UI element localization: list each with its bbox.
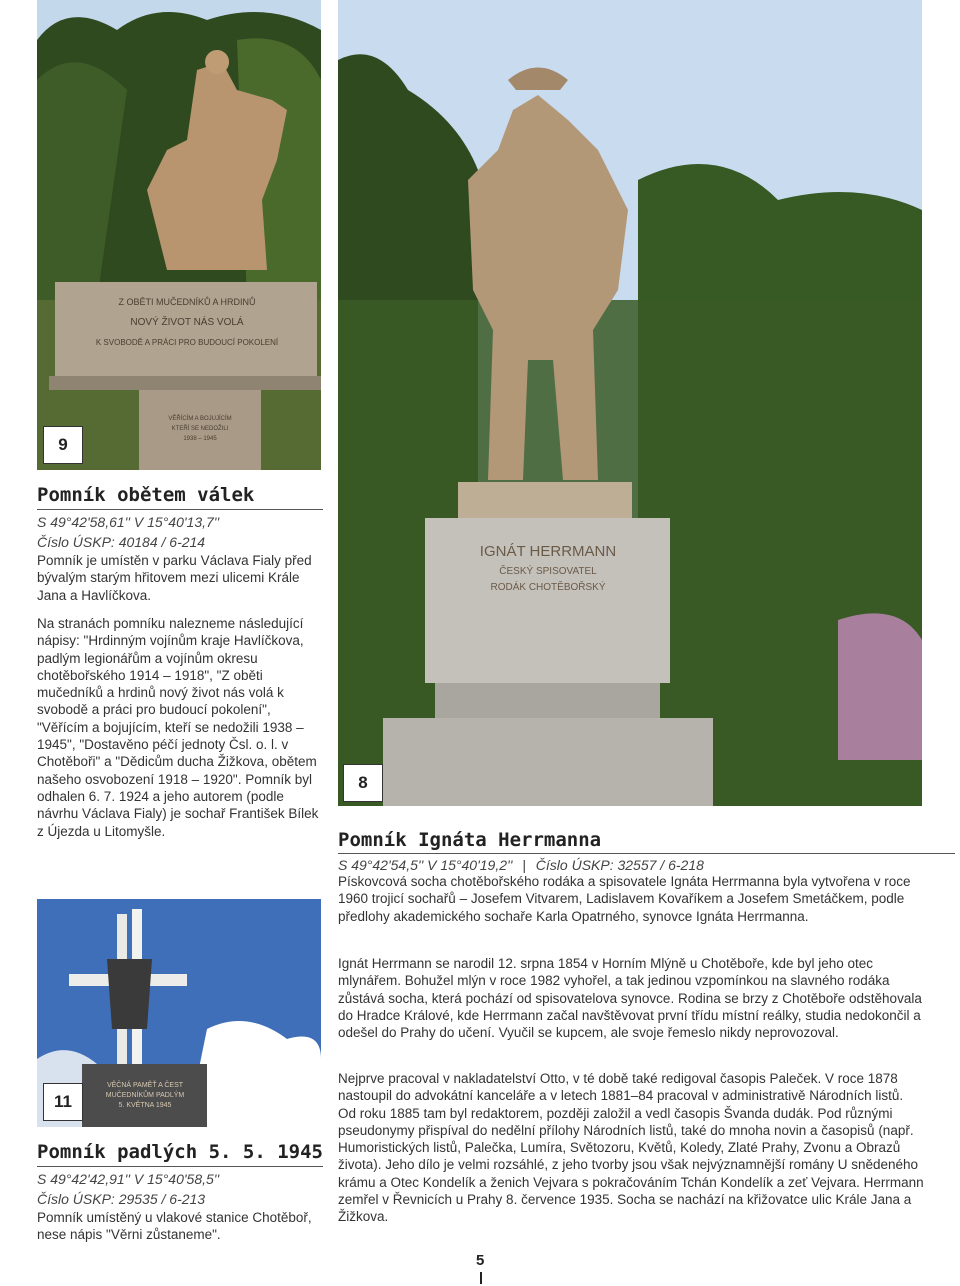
monument-9-title-rule — [37, 509, 323, 510]
photo-11-inscription-line-3: 5. KVĚTNA 1945 — [118, 1102, 172, 1109]
monument-8-coordinates-row — [338, 856, 704, 874]
monument-8-paragraph-1: Pískovcová socha chotěbořského rodáka a spisovatele Ignáta Herrmanna byla vytvořena v roce 1960 trojicí sochařů – Josefem Vitvarem, Ladislavem Kovaříkem a Josefem Smetáčkem, podle předlohy akademického sochaře Karla Opatrného, synovce Ignáta Herrmanna. — [338, 874, 911, 924]
photo-8-inscription-line-3: RODÁK CHOTĚBOŘSKÝ — [490, 582, 606, 593]
photo-9-inscription-line-3: K SVOBODĚ A PRÁCI PRO BUDOUCÍ POKOLENÍ — [95, 338, 279, 347]
monument-8-title: Pomník Ignáta Herrmanna — [338, 829, 602, 851]
monument-8-separator: | — [522, 857, 526, 873]
page-number: 5 — [476, 1252, 485, 1269]
photo-monument-8 — [338, 0, 922, 806]
monument-9-intro: Pomník je umístěn v parku Václava Fialy před bývalým starým hřitovem mezi ulicemi Krále Jana a Havlíčkova. — [37, 553, 312, 603]
badge-8: 8 — [343, 764, 383, 802]
monument-8-paragraph-2: Ignát Herrmann se narodil 12. srpna 1854 v Horním Mlýně u Chotěboře, kde byl jeho otec mlynářem. Bohužel mlýn v roce 1982 vyhořel, a tak jedinou vzpomínkou na slavného rodáka zůstává socha, která pochází od spisovatelova synovce. Rodina se brzy z Chotěboře odstěhovala do Hradce Králové, kde Herrmann začal navštěvovat první třídu místní reálky, studia nedokončil a odešel do Prahy do učení. Vyučil se kupcem, ale svoje řemeslo nikdy neprovozoval. — [338, 956, 922, 1041]
photo-9-inscription-line-1: Z OBĚTI MUČEDNÍKŮ A HRDINŮ — [118, 297, 256, 307]
photo-9-inscription-line-2: NOVÝ ŽIVOT NÁS VOLÁ — [130, 317, 244, 328]
photo-9-lower-inscription-1: VĚŘÍCÍM A BOJUJÍCÍM — [168, 416, 232, 422]
badge-11: 11 — [43, 1083, 83, 1121]
photo-8-inscription-line-2: ČESKÝ SPISOVATEL — [499, 566, 597, 577]
badge-9: 9 — [43, 426, 83, 464]
monument-11-uskp: Číslo ÚSKP: 29535 / 6-213 — [37, 1191, 206, 1207]
monument-8-uskp: Číslo ÚSKP: 32557 / 6-218 — [535, 857, 704, 873]
photo-11-inscription-line-2: MUČEDNÍKŮM PADLÝM — [105, 1092, 185, 1099]
monument-11-coordinates: S 49°42'42,91'' V 15°40'58,5'' — [37, 1171, 220, 1187]
monument-9-coordinates: S 49°42'58,61'' V 15°40'13,7'' — [37, 514, 220, 530]
photo-9-lower-inscription-2: KTEŘÍ SE NEDOŽILI — [171, 426, 229, 432]
monument-11-title: Pomník padlých 5. 5. 1945 — [37, 1141, 323, 1163]
monument-11-intro: Pomník umístěný u vlakové stanice Chotěboř, nese nápis "Věrni zůstaneme". — [37, 1210, 312, 1243]
monument-9-title: Pomník obětem válek — [37, 484, 255, 506]
monument-11-title-rule — [37, 1166, 323, 1167]
monument-9-body: Na stranách pomníku nalezneme následující nápisy: "Hrdinným vojínům kraje Havlíčkova, padlým legionářům a vojínům okresu chotěbořského 1914 – 1918", "Z oběti mučedníků a hrdinů nový život nás volá k svobodě a práci pro budoucí pokolení", "Věřícím a bojujícím, kteří se nedožili 1938 – 1945", "Dostavěno péčí jednoty Čsl. o. l. v Chotěboři" a "Dědicům ducha Žižkova, obětem našeho osvobození 1918 – 1920". Pomník byl odhalen 6. 7. 1924 a jeho autorem (podle návrhu Václava Fialy) je sochař František Bílek z Újezda u Litomyšle. — [37, 616, 319, 839]
monument-8-coordinates: S 49°42'54,5'' V 15°40'19,2'' — [338, 857, 513, 873]
monument-8-paragraph-3: Nejprve pracoval v nakladatelství Otto, v té době také redigoval časopis Paleček. V roce 1878 nastoupil do advokátní kanceláře a v letech 1881–84 pracoval v administrativě Národních listů. Od roku 1885 tam byl redaktorem, později založil a vedl časopis Švanda dudák. Pod různými pseudonymy přispíval do nedělní přílohy Národních listů, také do mnoha novin a časopisů (např. Humoristických listů, Palečka, Lumíra, Světozoru, Květů, Koledy, Zlaté Prahy, Zvonu a Obrazů života). Jeho dílo je velmi rozsáhlé, z jeho tvorby jsou však nejvýznamnější romány U snědeného krámu a Otec Kondelík a ženich Vejvara s pokračováním Tchán Kondelík a zeť Vejvara. Herrmann zemřel v Řevnicích u Prahy 8. července 1935. Socha se nachází na křižovatce ulic Krále Jana a Žižkova. — [338, 1071, 924, 1225]
photo-8-inscription-line-1: IGNÁT HERRMANN — [479, 543, 617, 560]
monument-8-title-rule — [338, 853, 955, 854]
page-number-tick — [480, 1272, 482, 1284]
photo-9-lower-inscription-3: 1938 – 1945 — [183, 436, 217, 442]
monument-9-uskp: Číslo ÚSKP: 40184 / 6-214 — [37, 534, 206, 550]
photo-monument-9 — [37, 0, 321, 470]
photo-11-inscription-line-1: VĚČNÁ PAMĚŤ A ČEST — [106, 1082, 184, 1089]
